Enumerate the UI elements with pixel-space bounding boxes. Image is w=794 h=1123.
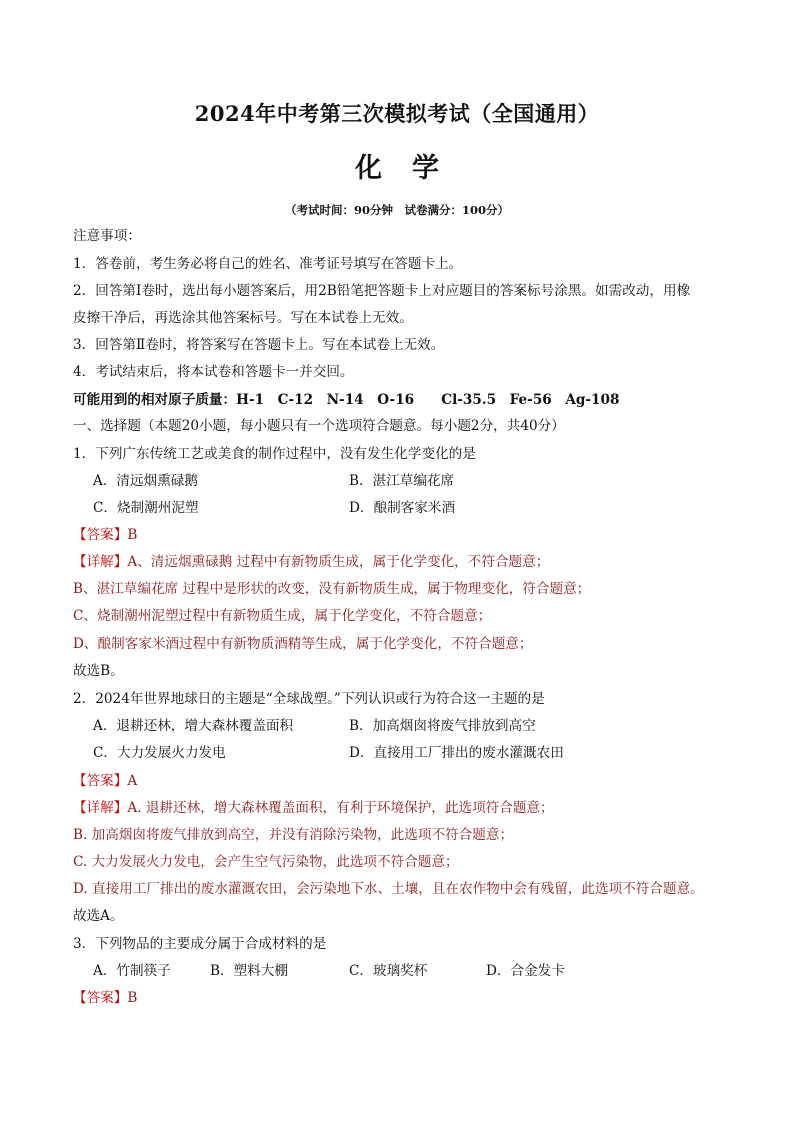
option-d: D．酿制客家米酒	[349, 500, 456, 516]
answer-label: 【答案】	[73, 990, 128, 1006]
exam-title: 2024年中考第三次模拟考试（全国通用）	[194, 101, 600, 126]
note-item: 皮擦干净后，再选涂其他答案标号。写在本试卷上无效。	[73, 310, 413, 326]
conclusion: 故选A。	[73, 908, 124, 924]
note-item: 1．答卷前，考生务必将自己的姓名、准考证号填写在答题卡上。	[73, 256, 463, 272]
option-c: C．大力发展火力发电	[93, 745, 226, 761]
detail-line	[73, 552, 549, 572]
note-item: 2．回答第Ⅰ卷时，选出每小题答案后，用2B铅笔把答题卡上对应题目的答案标号涂黑。如需改动，用橡	[73, 283, 691, 299]
detail-label: 【详解】	[73, 554, 128, 570]
answer-value: B	[127, 527, 138, 543]
option-a: A．竹制筷子	[93, 963, 171, 979]
question-stem: 1．下列广东传统工艺或美食的制作过程中，没有发生化学变化的是	[73, 446, 476, 462]
note-item: 3．回答第Ⅱ卷时，将答案写在答题卡上。写在本试卷上无效。	[73, 337, 445, 353]
option-c: C．烧制潮州泥塑	[93, 500, 199, 516]
detail-text: A、清远烟熏碌鹅 过程中有新物质生成，属于化学变化，不符合题意；	[127, 554, 550, 570]
detail-text: B、湛江草编花席 过程中是形状的改变，没有新物质生成，属于物理变化，符合题意；	[73, 581, 591, 597]
answer-line	[73, 771, 137, 791]
detail-text: C. 大力发展火力发电，会产生空气污染物，此选项不符合题意；	[73, 854, 459, 870]
option-a: A．清远烟熏碌鹅	[93, 473, 198, 489]
notes-heading: 注意事项：	[73, 228, 141, 244]
question-stem: 3．下列物品的主要成分属于合成材料的是	[73, 936, 327, 952]
option-b: B．塑料大棚	[210, 963, 288, 979]
answer-line	[73, 525, 137, 545]
exam-info: （考试时间：90分钟 试卷满分：100分）	[284, 203, 509, 217]
detail-text: C、烧制潮州泥塑过程中有新物质生成，属于化学变化，不符合题意；	[73, 608, 492, 624]
option-b: B．湛江草编花席	[349, 473, 455, 489]
answer-line	[73, 988, 137, 1008]
section-heading: 一、选择题（本题20小题，每小题只有一个选项符合题意。每小题2分，共40分）	[73, 418, 565, 434]
option-c: C．玻璃奖杯	[349, 963, 428, 979]
answer-value: B	[127, 990, 138, 1006]
option-d: D．直接用工厂排出的废水灌溉农田	[349, 745, 564, 761]
detail-text: B. 加高烟囱将废气排放到高空，并没有消除污染物，此选项不符合题意；	[73, 827, 514, 843]
conclusion: 故选B。	[73, 663, 124, 679]
detail-text: A. 退耕还林，增大森林覆盖面积，有利于环境保护，此选项符合题意；	[127, 800, 554, 816]
question-stem: 2．2024年世界地球日的主题是“全球战塑。”下列认识或行为符合这一主题的是	[73, 691, 545, 707]
subject-heading: 化学	[355, 153, 469, 184]
option-a: A．退耕还林，增大森林覆盖面积	[93, 718, 294, 734]
option-d: D．合金发卡	[486, 963, 565, 979]
option-b: B．加高烟囱将废气排放到高空	[349, 718, 536, 734]
note-item: 4．考试结束后，将本试卷和答题卡一并交回。	[73, 364, 354, 380]
detail-line	[73, 798, 554, 818]
atomic-masses: 可能用到的相对原子质量：H-1 C-12 N-14 O-16 Cl-35.5 Fe-56 Ag-108	[73, 392, 620, 408]
detail-label: 【详解】	[73, 800, 128, 816]
detail-text: D. 直接用工厂排出的废水灌溉农田，会污染地下水、土壤，且在农作物中会有残留，此选项不符合题意。	[73, 881, 704, 897]
answer-label: 【答案】	[73, 773, 128, 789]
answer-label: 【答案】	[73, 527, 128, 543]
answer-value: A	[127, 773, 138, 789]
detail-text: D、酿制客家米酒过程中有新物质酒精等生成，属于化学变化，不符合题意；	[73, 636, 533, 652]
